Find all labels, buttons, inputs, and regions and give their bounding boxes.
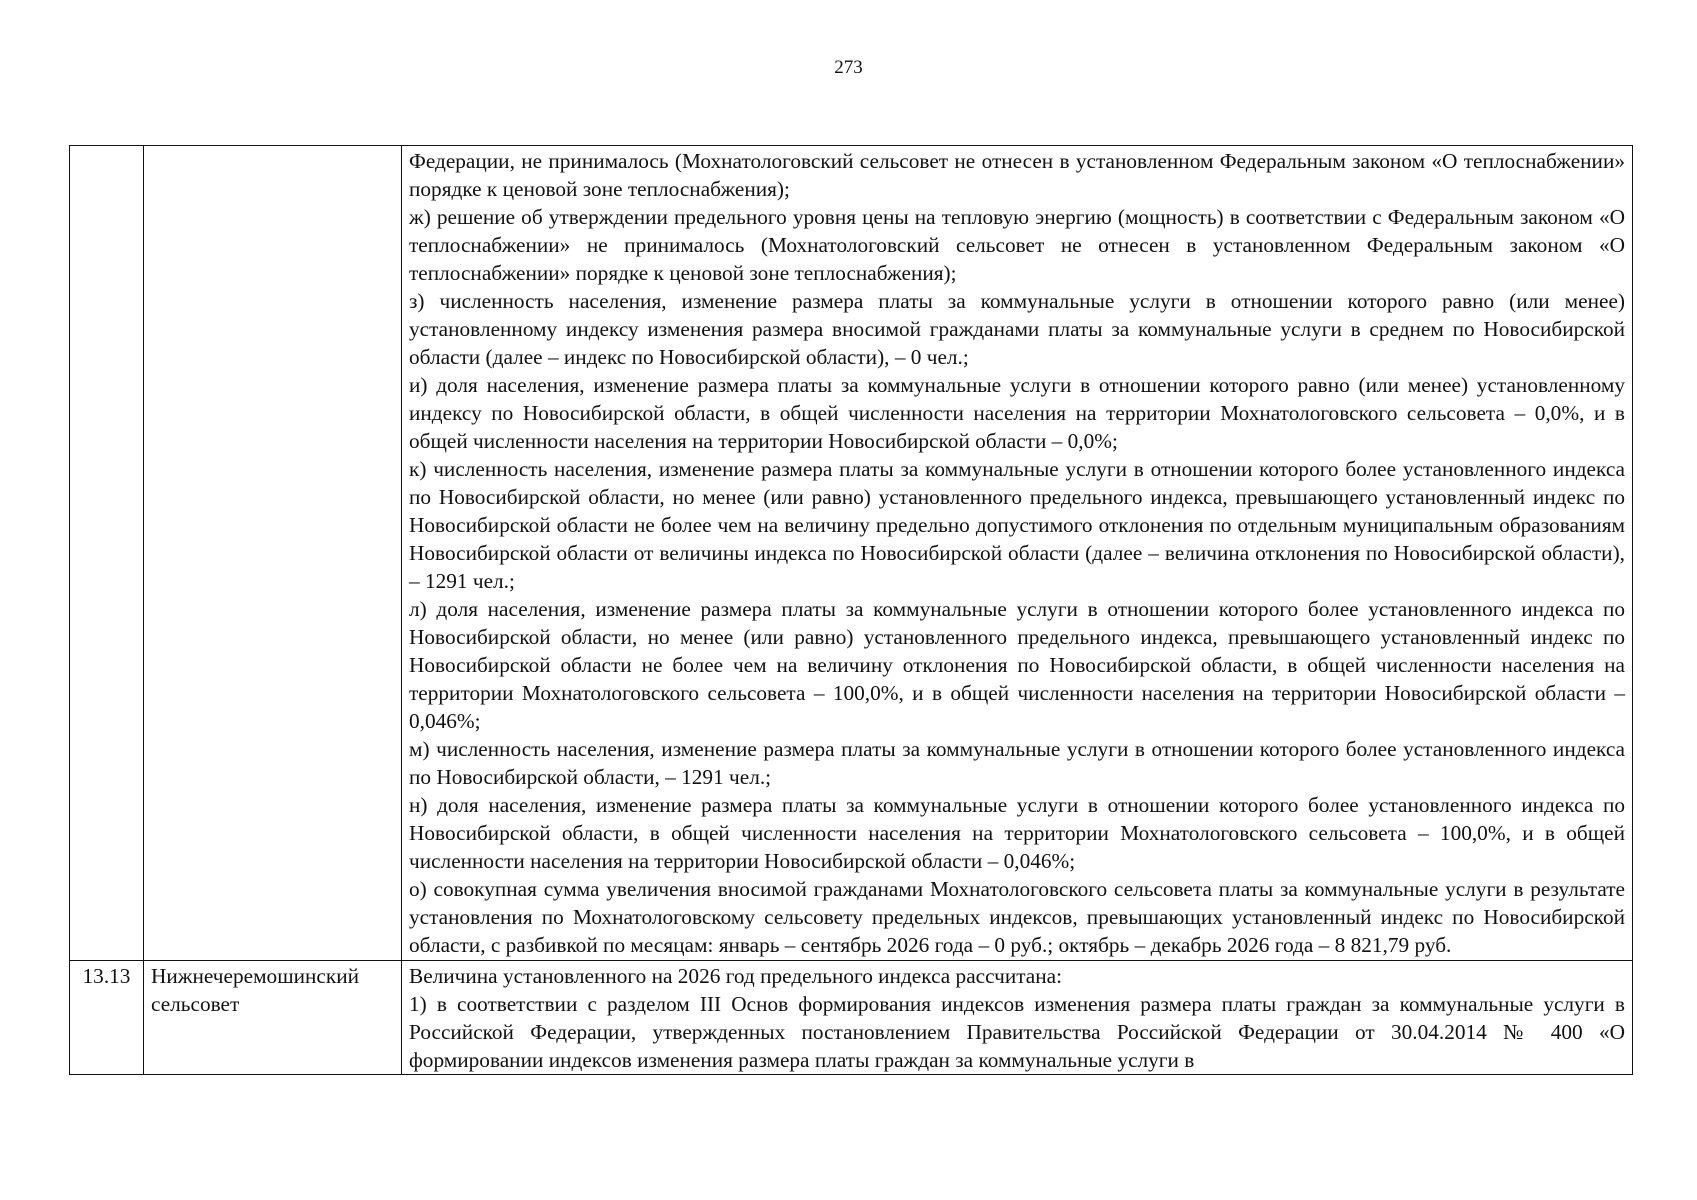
table-row xyxy=(70,146,1633,961)
document-table xyxy=(69,145,1633,1075)
row-number-cell: 13.13 xyxy=(70,961,144,1075)
paragraph: ж) решение об утверждении предельного уровня цены на тепловую энергию (мощность) в соответствии с Федеральным законом «О теплоснабжении» не принималось (Мохнатологовский сельсовет не отнесен в установленном Федеральным законом «О теплоснабжении» порядке к ценовой зоне теплоснабжения); xyxy=(409,205,1625,285)
paragraph: м) численность населения, изменение размера платы за коммунальные услуги в отношении которого более установленного индекса по Новосибирской области, – 1291 чел.; xyxy=(409,737,1625,789)
paragraph: и) доля населения, изменение размера платы за коммунальные услуги в отношении которого равно (или менее) установленному индексу по Новосибирской области, в общей численности населения на территории Мохнатологовского сельсовета – 0,0%, и в общей численности населения на территории Новосибирской области – 0,0%; xyxy=(409,373,1625,453)
paragraph: л) доля населения, изменение размера платы за коммунальные услуги в отношении которого более установленного индекса по Новосибирской области, но менее (или равно) установленного предельного индекса, превышающего установленный индекс по Новосибирской области не более чем на величину отклонения по Новосибирской области, в общей численности населения на территории Мохнатологовского сельсовета – 100,0%, и в общей численности населения на территории Новосибирской области – 0,046%; xyxy=(409,597,1625,733)
municipality-name-cell xyxy=(144,146,402,961)
paragraph: Федерации, не принималось (Мохнатологовский сельсовет не отнесен в установленном Федеральным законом «О теплоснабжении» порядке к ценовой зоне теплоснабжения); xyxy=(409,149,1625,201)
description-cell xyxy=(402,146,1633,961)
table-row xyxy=(70,961,1633,1075)
page-number: 273 xyxy=(834,57,863,78)
paragraph: о) совокупная сумма увеличения вносимой гражданами Мохнатологовского сельсовета платы за коммунальные услуги в результате установления по Мохнатологовскому сельсовету предельных индексов, превышающих установленный индекс по Новосибирской области, с разбивкой по месяцам: январь – сентябрь 2026 года – 0 руб.; октябрь – декабрь 2026 года – 8 821,79 руб. xyxy=(409,877,1625,957)
row-number-cell xyxy=(70,146,144,961)
paragraph: н) доля населения, изменение размера платы за коммунальные услуги в отношении которого более установленного индекса по Новосибирской области, в общей численности населения на территории Мохнатологовского сельсовета – 100,0%, и в общей численности населения на территории Новосибирской области – 0,046%; xyxy=(409,793,1625,873)
description-cell xyxy=(402,961,1633,1075)
paragraph: Величина установленного на 2026 год предельного индекса рассчитана: xyxy=(409,964,1063,988)
paragraph: к) численность населения, изменение размера платы за коммунальные услуги в отношении которого более установленного индекса по Новосибирской области, но менее (или равно) установленного предельного индекса, превышающего установленный индекс по Новосибирской области не более чем на величину предельно допустимого отклонения по отдельным муниципальным образованиям Новосибирской области от величины индекса по Новосибирской области (далее – величина отклонения по Новосибирской области), – 1291 чел.; xyxy=(409,457,1625,593)
paragraph: з) численность населения, изменение размера платы за коммунальные услуги в отношении которого равно (или менее) установленному индексу изменения размера вносимой гражданами платы за коммунальные услуги в среднем по Новосибирской области (далее – индекс по Новосибирской области), – 0 чел.; xyxy=(409,289,1625,369)
paragraph: 1) в соответствии с разделом III Основ формирования индексов изменения размера платы граждан за коммунальные услуги в Российской Федерации, утвержденных постановлением Правительства Российской Федерации от 30.04.2014 № 400 «О формировании индексов изменения размера платы граждан за коммунальные услуги в xyxy=(409,992,1625,1072)
municipality-name-cell: Нижнечеремошинский сельсовет xyxy=(144,961,402,1075)
